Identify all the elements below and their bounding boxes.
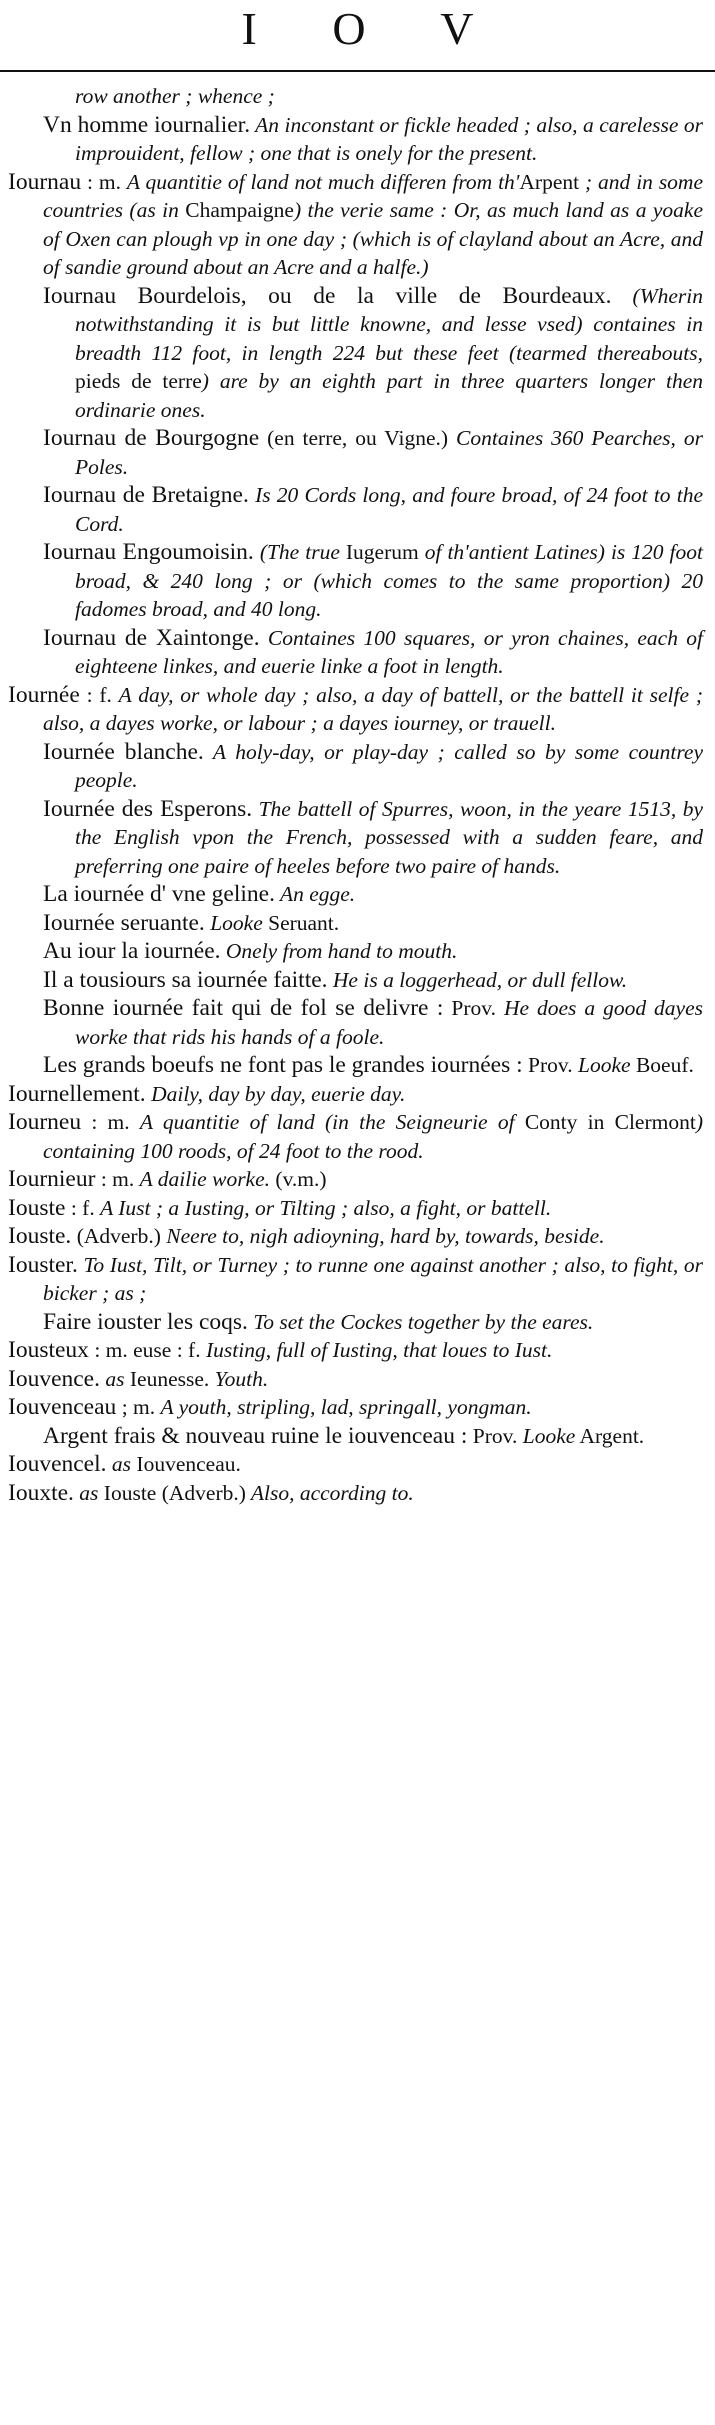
dictionary-entry: [8, 1393, 703, 1422]
dictionary-subentry: [8, 624, 703, 681]
definition-text: Containes 360 Pearches, or Poles.: [75, 426, 703, 479]
definition-text: Iusting, full of Iusting, that loues to Iust.: [205, 1338, 553, 1362]
entry-text: Argent.: [575, 1423, 645, 1448]
entry-text: Ieunesse.: [129, 1366, 210, 1391]
definition-text: A quantitie of land (in the Seigneurie of: [139, 1110, 525, 1134]
headword: Iouste.: [8, 1223, 72, 1249]
dictionary-subentry: [8, 1308, 703, 1337]
headword: Iournau de Bourgogne: [43, 425, 260, 451]
entry-text: : m.: [95, 1167, 140, 1191]
headword: Iournellement.: [8, 1080, 146, 1107]
definition-text: Looke: [204, 910, 269, 935]
definition-text: Neere to, nigh adioyning, hard by, towards, beside.: [166, 1224, 605, 1248]
definition-text: (The true: [253, 540, 346, 564]
headword: Iouvence.: [8, 1365, 100, 1392]
definition-text: He is a loggerhead, or dull fellow.: [327, 967, 628, 992]
dictionary-entry: [8, 1165, 703, 1194]
dictionary-subentry: [8, 795, 703, 881]
entry-text: Iugerum: [345, 540, 419, 564]
header-rule: [0, 70, 715, 72]
entry-text: Seruant.: [268, 910, 340, 935]
headword: Faire iouster les coqs.: [43, 1308, 248, 1335]
dictionary-entry: [8, 1108, 703, 1165]
dictionary-subentry: [8, 111, 703, 168]
entry-text: pieds de terre: [75, 369, 202, 393]
definition-text: Onely from hand to mouth.: [220, 939, 458, 963]
headword: Iournée: [8, 681, 80, 708]
definition-text: ) the verie same : Or, as much land as a yoake of Oxen can plough vp in one day ; (which is of clayland about an Acre, and of sandie ground about an Acre and a halfe.): [43, 198, 703, 279]
definition-text: A quantitie of land not much differen from th': [126, 169, 520, 194]
headword: Iournée seruante.: [43, 909, 205, 936]
dictionary-subentry: [8, 282, 703, 425]
dictionary-subentry: [8, 481, 703, 538]
dictionary-entry: [8, 1450, 703, 1479]
definition-text: A dailie worke.: [139, 1167, 271, 1191]
definition-text: Is 20 Cords long, and foure broad, of 24 foot to the Cord.: [75, 483, 703, 536]
entry-text: Prov.: [522, 1053, 579, 1077]
definition-text: Looke: [522, 1423, 576, 1448]
entry-text: Iouste (Adverb.): [103, 1480, 246, 1505]
dictionary-entry: [8, 1336, 703, 1365]
dictionary-entry: [8, 168, 703, 282]
dictionary-subentry: [8, 966, 703, 995]
definition-text: Youth.: [209, 1366, 269, 1391]
definition-text: ) are by an eighth part in three quarters longer then ordinarie ones.: [75, 369, 703, 422]
dictionary-subentry: [8, 82, 703, 111]
headword: Argent frais & nouveau ruine le iouvenceau :: [43, 1422, 468, 1449]
entry-text: Conty in Clermont: [524, 1110, 696, 1134]
entry-text: ; m.: [116, 1395, 161, 1419]
definition-text: Also, according to.: [245, 1480, 414, 1505]
definition-text: The battell of Spurres, woon, in the yeare 1513, by the English vpon the French, possessed with a sudden feare, and preferring one paire of heeles before two paire of hands.: [75, 796, 703, 878]
headword: Iournée des Esperons.: [43, 795, 253, 822]
entry-text: (en terre, ou Vigne.): [259, 426, 457, 450]
dictionary-subentry: [8, 937, 703, 966]
definition-text: A day, or whole day ; also, a day of battell, or the battell it selfe ; also, a dayes worke, or labour ; a dayes iourney, or trauell.: [43, 682, 703, 735]
dictionary-subentry: [8, 1051, 703, 1080]
dictionary-subentry: [8, 1422, 703, 1451]
definition-text: Looke: [578, 1053, 631, 1077]
definition-text: (Wherin notwithstanding it is but little knowne, and lesse vsed) containes in breadth 112 foot, in length 224 but these feet (tearmed thereabouts,: [75, 283, 703, 365]
definition-text: as: [106, 1452, 137, 1476]
definition-text: as: [73, 1480, 104, 1505]
headword: Iournée blanche.: [43, 738, 204, 765]
dictionary-subentry: [8, 994, 703, 1051]
entry-text: Prov.: [443, 996, 504, 1020]
entry-text: Boeuf.: [630, 1053, 694, 1077]
headword: Vn homme iournalier.: [43, 111, 251, 138]
entry-text: : f.: [65, 1195, 101, 1220]
headword: Iouxte.: [8, 1479, 74, 1506]
headword: Iournieur: [8, 1166, 96, 1192]
headword: Au iour la iournée.: [43, 938, 221, 964]
entry-text: (Adverb.): [71, 1224, 167, 1248]
dictionary-entry: [8, 1479, 703, 1508]
definition-text: To set the Cockes together by the eares.: [247, 1309, 594, 1334]
definition-text: A youth, stripling, lad, springall, yongman.: [160, 1395, 532, 1419]
dictionary-entry: [8, 1080, 703, 1109]
entry-text: : m. euse : f.: [88, 1338, 206, 1362]
definition-text: Containes 100 squares, or yron chaines, each of eighteene linkes, and euerie linke a foot in length.: [75, 625, 703, 678]
definition-text: ; and in some countries (as in: [43, 169, 704, 222]
definition-text: Daily, day by day, euerie day.: [145, 1081, 406, 1106]
dictionary-entry: [8, 1251, 703, 1308]
dictionary-entry: [8, 1365, 703, 1394]
dictionary-entry: [8, 1222, 703, 1251]
headword: Iournau Bourdelois, ou de la ville de Bourdeaux.: [43, 282, 612, 309]
entry-text: (v.m.): [270, 1167, 327, 1191]
entry-text: : m.: [81, 169, 127, 194]
dictionary-subentry: [8, 880, 703, 909]
definition-text: He does a good dayes worke that rids his hands of a foole.: [75, 996, 703, 1049]
dictionary-subentry: [8, 424, 703, 481]
entry-text: : m.: [81, 1110, 140, 1134]
headword: Iournau de Bretaigne.: [43, 482, 249, 508]
entry-text: : f.: [79, 682, 119, 707]
headword: Iourneu: [8, 1109, 82, 1135]
headword: Iousteux: [8, 1337, 89, 1363]
entry-text: Champaigne: [185, 198, 294, 222]
headword: Bonne iournée fait qui de fol se delivre :: [43, 995, 444, 1021]
entry-text: Arpent: [519, 169, 580, 194]
definition-text: ) containing 100 roods, of 24 foot to the rood.: [43, 1110, 703, 1163]
page-header: I O V: [241, 3, 506, 54]
dictionary-subentry: [8, 538, 703, 624]
definition-text: An inconstant or fickle headed ; also, a carelesse or improuident, fellow ; one that is onely for the present.: [75, 112, 704, 165]
headword: Les grands boeufs ne font pas le grandes iournées :: [43, 1052, 523, 1078]
dictionary-subentry: [8, 909, 703, 938]
headword: Iouvencel.: [8, 1451, 107, 1477]
headword: Il a tousiours sa iournée faitte.: [43, 966, 328, 993]
definition-text: An egge.: [274, 882, 356, 906]
headword: Iouste: [8, 1194, 66, 1221]
entry-text: Prov.: [467, 1423, 523, 1448]
dictionary-subentry: [8, 738, 703, 795]
headword: La iournée d' vne geline.: [43, 881, 275, 907]
headword: Iournau: [8, 168, 82, 195]
dictionary-entry: [8, 1194, 703, 1223]
definition-text: of th'antient Latines) is 120 foot broad, & 240 long ; or (which comes to the same proportion) 20 fadomes broad, and 40 long.: [75, 540, 704, 621]
definition-text: To Iust, Tilt, or Turney ; to runne one against another ; also, to fight, or bicker ; as ;: [43, 1252, 703, 1305]
definition-text: row another ; whence ;: [75, 84, 275, 108]
definition-text: A holy-day, or play-day ; called so by some countrey people.: [75, 739, 703, 792]
definition-text: A Iust ; a Iusting, or Tilting ; also, a fight, or battell.: [100, 1195, 552, 1220]
entry-text: Iouvenceau.: [136, 1452, 241, 1476]
dictionary-entry: [8, 681, 703, 738]
headword: Iournau de Xaintonge.: [43, 624, 260, 651]
definition-text: as: [100, 1366, 130, 1391]
headword: Iournau Engoumoisin.: [43, 539, 254, 565]
headword: Iouster.: [8, 1251, 78, 1278]
headword: Iouvenceau: [8, 1394, 117, 1420]
entry-list: [8, 82, 703, 1507]
